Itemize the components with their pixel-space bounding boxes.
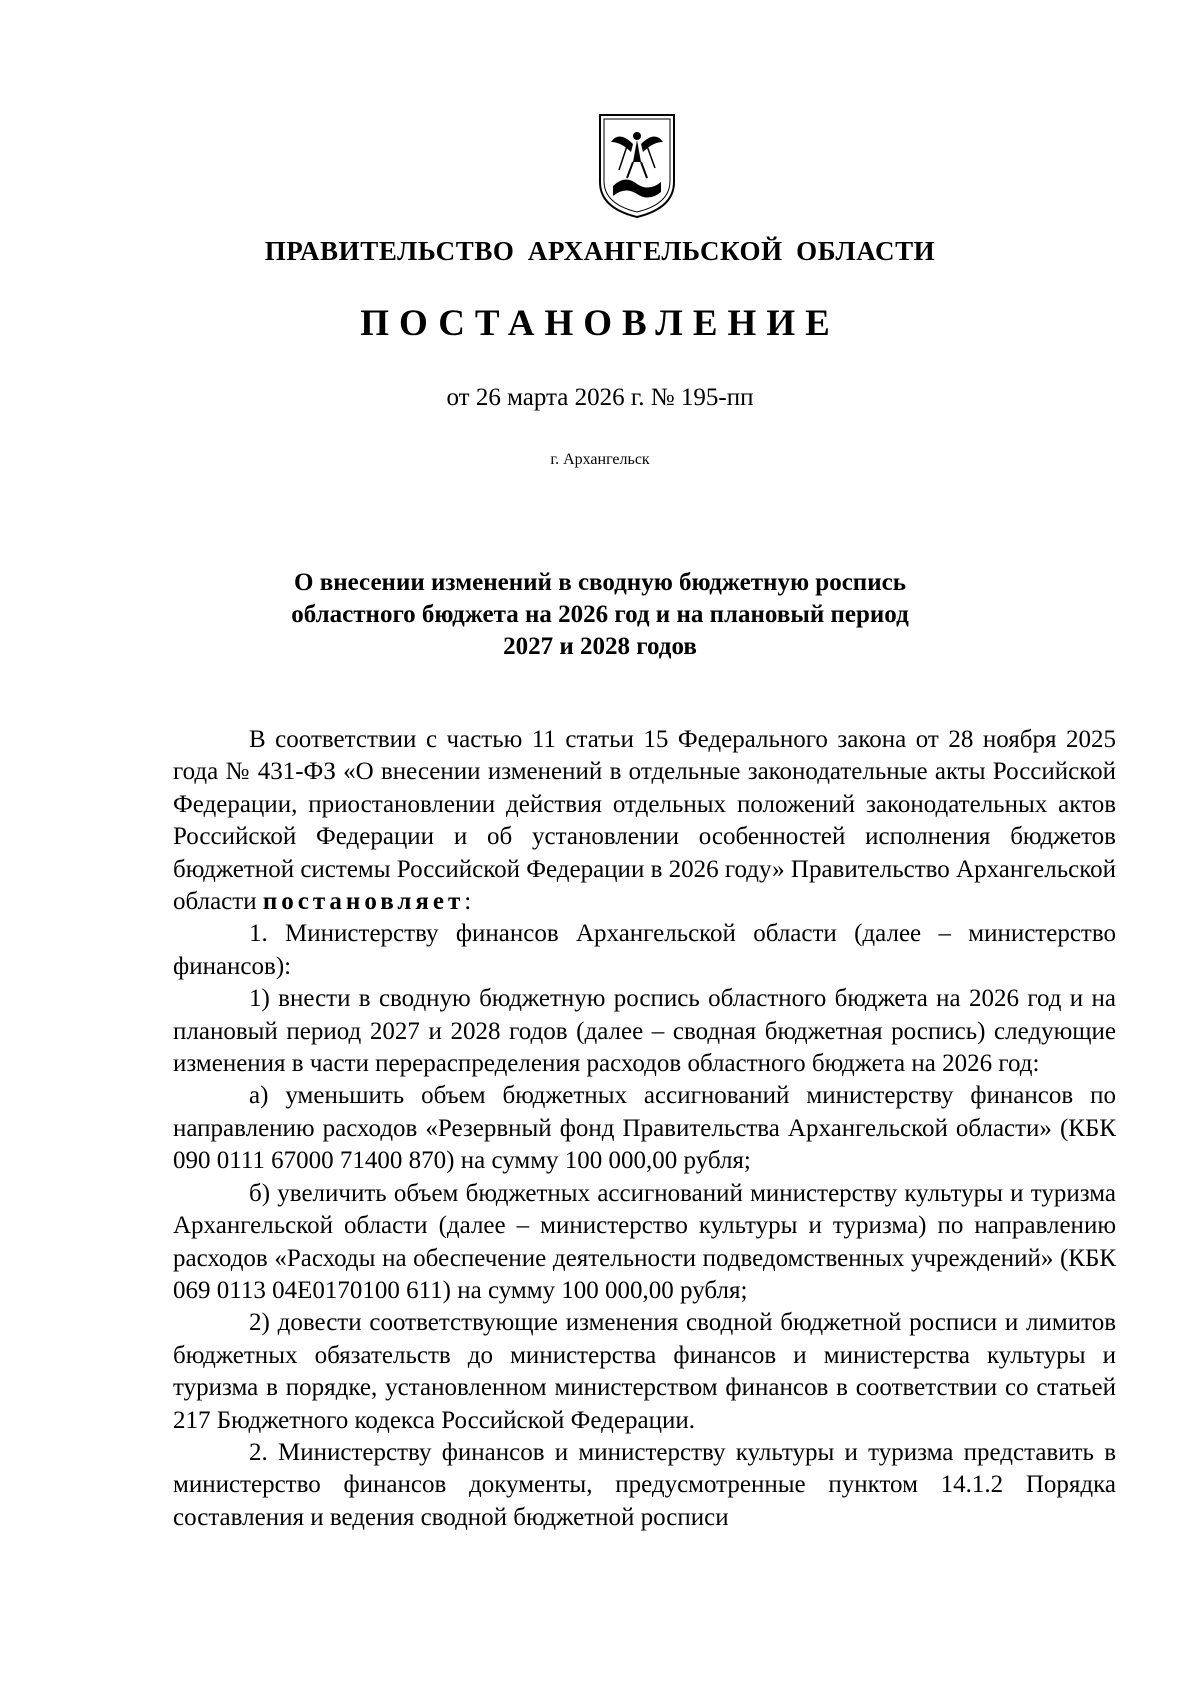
- title-line: 2027 и 2028 годов: [503, 633, 697, 660]
- clause-1-1: 1) внести в сводную бюджетную роспись областного бюджета на 2026 год и на плановый период 2027 и 2028 годов (далее – сводная бюджетная роспись) следующие изменения в части перераспределения расходов областного бюджета на 2026 год:: [173, 985, 1116, 1078]
- date-and-number: от 26 марта 2026 г. № 195-пп: [446, 384, 754, 411]
- clause-1-1-a: а) уменьшить объем бюджетных ассигнований министерству финансов по направлению расходов «Резервный фонд Правительства Архангельской области» (КБК 090 0111 67000 71400 870) на сумму 100 000,00 рубля;: [173, 1082, 1116, 1175]
- decree-colon: :: [464, 888, 472, 916]
- preamble-text: В соответствии с частью 11 статьи 15 Федерального закона от 28 ноября 2025 года № 431-ФЗ «О внесении изменений в отдельные законодательные акты Российской Федерации, приостановлении действия отдельных положений законодательных актов Российской Федерации и об установлении особенностей исполнения бюджетов бюджетной системы Российской Федерации в 2026 году» Правительство Архангельской области: [173, 726, 1116, 916]
- title-line: О внесении изменений в сводную бюджетную роспись: [294, 569, 906, 596]
- document-type: ПОСТАНОВЛЕНИЕ: [360, 303, 840, 344]
- coat-of-arms-icon: [597, 112, 677, 220]
- preamble-paragraph: [173, 724, 1116, 918]
- city-name: г. Архангельск: [550, 451, 650, 468]
- document-title: [0, 567, 1200, 663]
- clause-1-1-b: б) увеличить объем бюджетных ассигнований министерству культуры и туризма Архангельской области (далее – министерство культуры и туризма) по направлению расходов «Расходы на обеспечение деятельности подведомственных учреждений» (КБК 069 0113 04Е0170100 611) на сумму 100 000,00 рубля;: [173, 1179, 1116, 1304]
- title-line: областного бюджета на 2026 год и на плановый период: [291, 601, 909, 628]
- organization-name: ПРАВИТЕЛЬСТВО АРХАНГЕЛЬСКОЙ ОБЛАСТИ: [264, 236, 936, 266]
- document-body: [173, 724, 1116, 1534]
- clause-1: 1. Министерству финансов Архангельской области (далее – министерство финансов):: [173, 920, 1116, 980]
- decree-word: постановляет: [262, 888, 465, 916]
- clause-1-2: 2) довести соответствующие изменения сводной бюджетной росписи и лимитов бюджетных обязательств до министерства финансов и министерства культуры и туризма в порядке, установленном министерством финансов в соответствии со статьей 217 Бюджетного кодекса Российской Федерации.: [173, 1309, 1116, 1434]
- clause-2: 2. Министерству финансов и министерству культуры и туризма представить в министерство финансов документы, предусмотренные пунктом 14.1.2 Порядка составления и ведения сводной бюджетной росписи: [173, 1438, 1116, 1531]
